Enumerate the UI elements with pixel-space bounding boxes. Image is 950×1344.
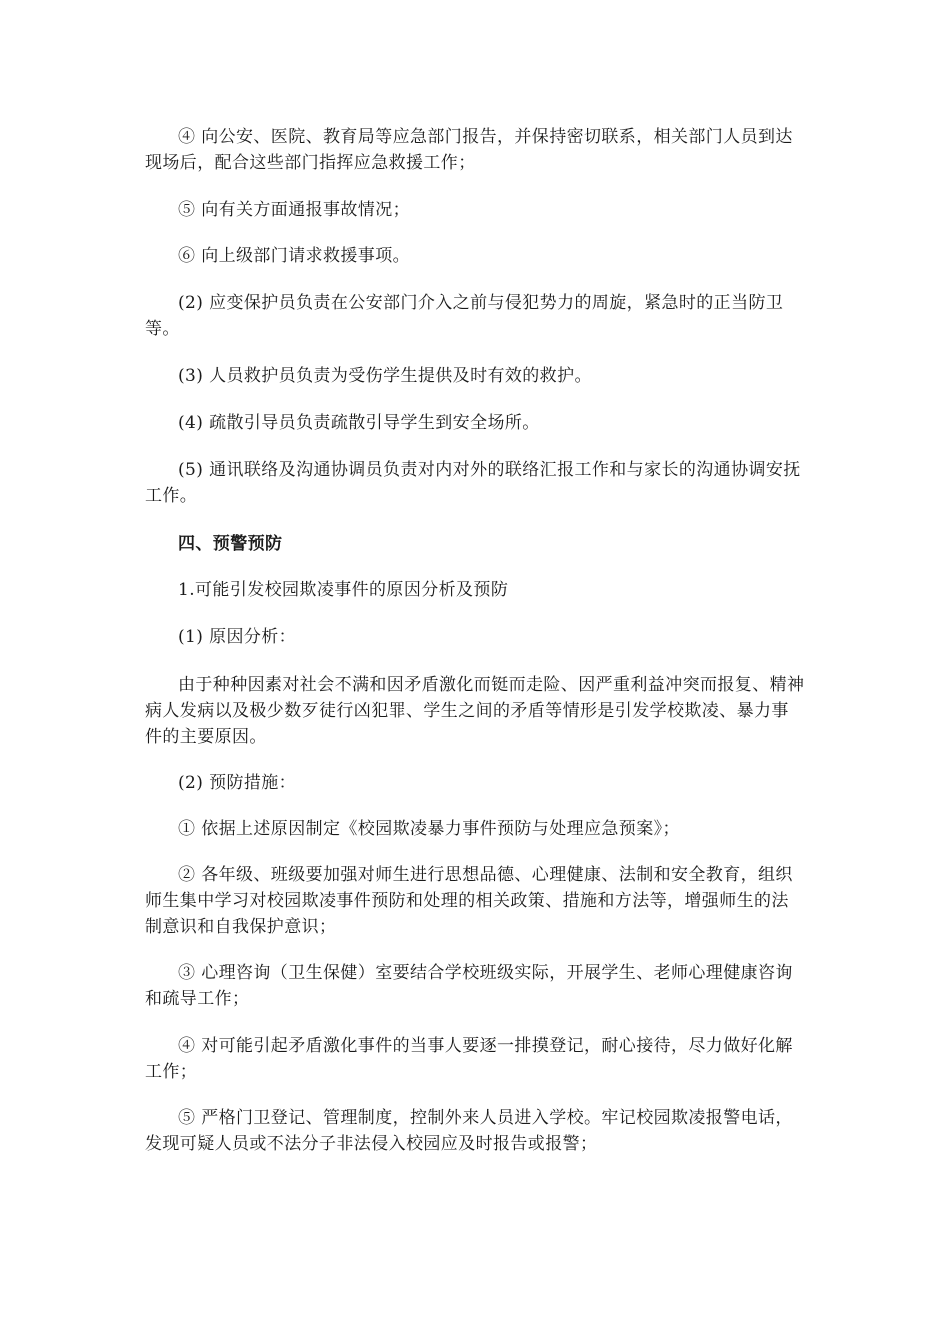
paragraph-prevention-label: (2) 预防措施： bbox=[178, 773, 297, 793]
paragraph-report-emergency: ④ 向公安、医院、教育局等应急部门报告，并保持密切联系，相关部门人员到达现场后，配合这些部门指挥应急救援工作； bbox=[145, 127, 793, 173]
paragraph-education: ② 各年级、班级要加强对师生进行思想品德、心理健康、法制和安全教育，组织师生集中学习对校园欺凌事件预防和处理的相关政策、措施和方法等，增强师生的法制意识和自我保护意识； bbox=[145, 865, 793, 937]
paragraph-protector-duty: (2) 应变保护员负责在公安部门介入之前与侵犯势力的周旋，紧急时的正当防卫等。 bbox=[145, 293, 784, 339]
paragraph-request-rescue: ⑥ 向上级部门请求救援事项。 bbox=[178, 246, 411, 266]
paragraph-cause-analysis: 由于种种因素对社会不满和因矛盾激化而铤而走险、因严重利益冲突而报复、精神病人发病以及极少数歹徒行凶犯罪、学生之间的矛盾等情形是引发学校欺凌、暴力事件的主要原因。 bbox=[145, 675, 805, 747]
subsection-heading: 1.可能引发校园欺凌事件的原因分析及预防 bbox=[178, 580, 509, 600]
paragraph-rescuer-duty: (3) 人员救护员负责为受伤学生提供及时有效的救护。 bbox=[178, 366, 592, 386]
paragraph-registration: ④ 对可能引起矛盾激化事件的当事人要逐一排摸登记，耐心接待，尽力做好化解工作； bbox=[145, 1036, 793, 1082]
paragraph-coordinator-duty: (5) 通讯联络及沟通协调员负责对内对外的联络汇报工作和与家长的沟通协调安抚工作。 bbox=[145, 460, 801, 506]
section-heading: 四、预警预防 bbox=[178, 534, 283, 554]
paragraph-cause-label: (1) 原因分析： bbox=[178, 627, 297, 647]
paragraph-prevention-plan: ① 依据上述原因制定《校园欺凌暴力事件预防与处理应急预案》； bbox=[178, 819, 680, 839]
paragraph-gate-control: ⑤ 严格门卫登记、管理制度，控制外来人员进入学校。牢记校园欺凌报警电话，发现可疑人员或不法分子非法侵入校园应及时报告或报警； bbox=[145, 1108, 793, 1154]
paragraph-evacuation-duty: (4) 疏散引导员负责疏散引导学生到安全场所。 bbox=[178, 413, 540, 433]
paragraph-counseling: ③ 心理咨询（卫生保健）室要结合学校班级实际，开展学生、老师心理健康咨询和疏导工作； bbox=[145, 963, 793, 1009]
paragraph-notify-parties: ⑤ 向有关方面通报事故情况； bbox=[178, 200, 411, 220]
